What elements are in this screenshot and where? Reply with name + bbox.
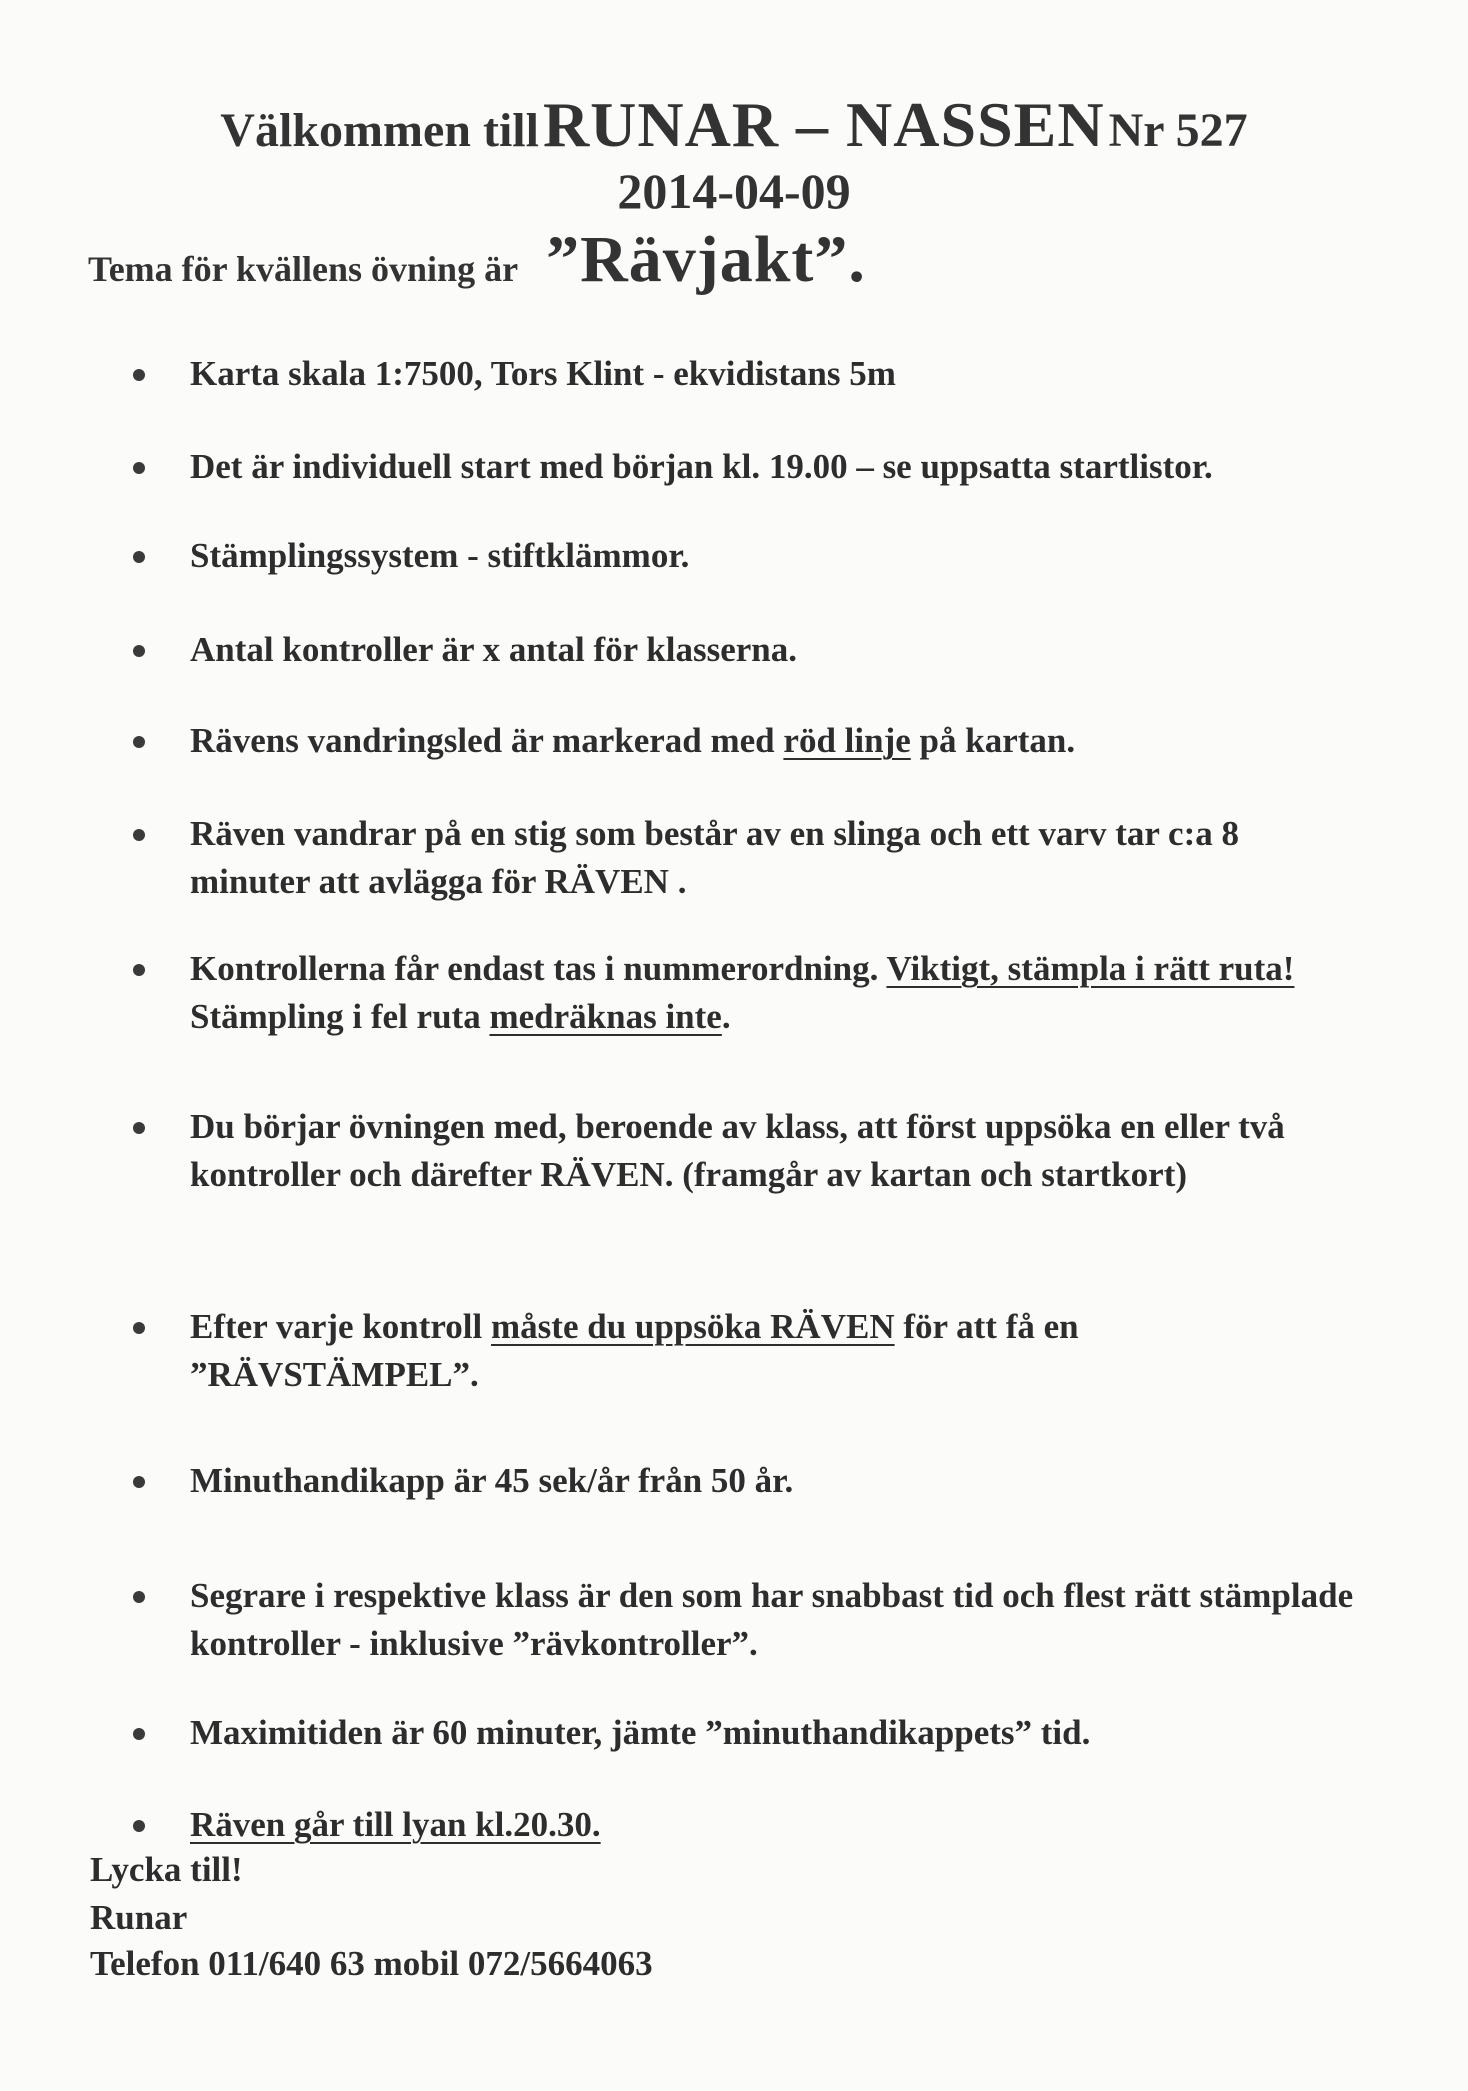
bullet-icon bbox=[133, 964, 145, 976]
list-item bbox=[140, 1801, 1360, 1849]
bullet-icon bbox=[133, 1476, 145, 1488]
bullet-icon bbox=[133, 736, 145, 748]
page-title bbox=[0, 88, 1468, 162]
theme-label: Tema för kvällens övning är bbox=[88, 249, 519, 289]
item-text: Kontrollerna får endast tas i nummerordning. bbox=[190, 949, 887, 988]
welcome-prefix: Välkommen till bbox=[220, 104, 539, 157]
item-text: Maximitiden är 60 minuter, jämte ”minuthandikappets” tid. bbox=[190, 1713, 1091, 1752]
list-item bbox=[140, 443, 1360, 491]
list-item bbox=[140, 626, 1360, 674]
list-item bbox=[140, 1103, 1365, 1199]
bullet-icon bbox=[133, 551, 145, 563]
list-item bbox=[140, 945, 1365, 1041]
item-text: Du börjar övningen med, beroende av klass, att först uppsöka en eller två kontroller och därefter RÄVEN. (framgår av kartan och startkort) bbox=[190, 1107, 1285, 1194]
author-name: Runar bbox=[90, 1898, 188, 1937]
list-item bbox=[140, 1572, 1360, 1668]
list-item bbox=[140, 350, 1360, 398]
bullet-icon bbox=[133, 1322, 145, 1334]
item-text: på kartan. bbox=[910, 721, 1076, 760]
item-text: Stämpling i fel ruta bbox=[190, 997, 490, 1036]
item-text: Antal kontroller är x antal för klasserna. bbox=[190, 630, 798, 669]
item-text-underlined: medräknas inte bbox=[489, 997, 722, 1036]
closing-greeting: Lycka till! bbox=[90, 1850, 243, 1889]
bullet-icon bbox=[133, 645, 145, 657]
bullet-icon bbox=[133, 1820, 145, 1832]
bullet-icon bbox=[133, 829, 145, 841]
item-text-underlined: Viktigt, stämpla i rätt ruta! bbox=[886, 949, 1295, 988]
theme-value: ”Rävjakt”. bbox=[546, 223, 866, 296]
item-text: Karta skala 1:7500, Tors Klint - ekvidistans 5m bbox=[190, 354, 896, 393]
event-name: RUNAR – NASSEN bbox=[542, 89, 1105, 160]
bullet-icon bbox=[133, 1122, 145, 1134]
contact-phone: Telefon 011/640 63 mobil 072/5664063 bbox=[90, 1944, 653, 1983]
item-text: för att få en ”RÄVSTÄMPEL”. bbox=[190, 1307, 1079, 1394]
item-text: Segrare i respektive klass är den som har snabbast tid och flest rätt stämplade kontroller - inklusive ”rävkontroller”. bbox=[190, 1576, 1354, 1663]
event-date: 2014-04-09 bbox=[617, 163, 851, 219]
list-item bbox=[140, 532, 1360, 580]
bullet-icon bbox=[133, 1591, 145, 1603]
list-item bbox=[140, 1709, 1360, 1757]
item-text-underlined: röd linje bbox=[783, 721, 911, 760]
list-item bbox=[140, 717, 1360, 765]
item-text-underlined: måste du uppsöka RÄVEN bbox=[491, 1307, 895, 1346]
item-text: Det är individuell start med början kl. 19.00 – se uppsatta startlistor. bbox=[190, 447, 1213, 486]
item-text-underlined: Räven går till lyan kl.20.30. bbox=[190, 1805, 601, 1844]
list-item bbox=[140, 1303, 1240, 1399]
bullet-icon bbox=[133, 462, 145, 474]
theme-line bbox=[88, 222, 866, 298]
bullet-icon bbox=[133, 1728, 145, 1740]
item-text: Rävens vandringsled är markerad med bbox=[190, 721, 784, 760]
item-text: Efter varje kontroll bbox=[190, 1307, 492, 1346]
list-item bbox=[140, 1457, 1360, 1505]
item-text: Stämplingssystem - stiftklämmor. bbox=[190, 536, 690, 575]
bullet-icon bbox=[133, 369, 145, 381]
item-text: . bbox=[721, 997, 731, 1036]
item-text: Minuthandikapp är 45 sek/år från 50 år. bbox=[190, 1461, 794, 1500]
list-item bbox=[140, 810, 1340, 906]
item-text: Räven vandrar på en stig som består av en slinga och ett varv tar c:a 8 minuter att avlägga för RÄVEN . bbox=[190, 814, 1239, 901]
event-number: Nr 527 bbox=[1108, 104, 1248, 157]
